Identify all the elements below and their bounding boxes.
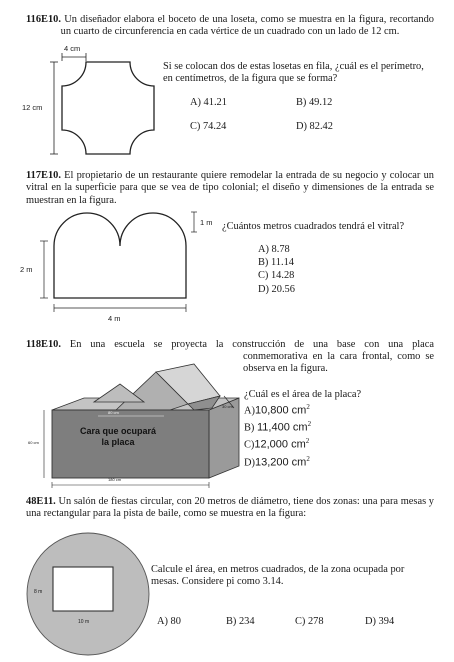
problem-117-statement	[26, 170, 434, 207]
option-d-value: 13,200 cm	[254, 456, 307, 469]
problem-48-statement	[26, 496, 434, 521]
problem-117-option-c[interactable]: C) 14.28	[258, 270, 295, 281]
base-label-60cm: 60 cm	[28, 440, 39, 445]
problem-117	[26, 170, 434, 207]
problem-48-number: 48E11.	[26, 496, 56, 507]
option-c-exp: 2	[305, 437, 310, 445]
salon-figure	[24, 530, 154, 660]
problem-48-text: Un salón de fiestas circular, con 20 metros de diámetro, tiene dos zonas: una para mesas y una rectangular para la pista de baile, como se muestra en la figura:	[26, 496, 434, 520]
problem-118-option-a[interactable]	[244, 403, 310, 416]
problem-116-option-b[interactable]: B) 49.12	[296, 97, 333, 108]
problem-116-option-c[interactable]: C) 74.24	[190, 121, 227, 132]
plaque-label-line2: la placa	[101, 436, 135, 447]
option-b-value: 11,400 cm	[257, 421, 308, 434]
option-a-letter: A)	[244, 405, 255, 417]
problem-117-number: 117E10.	[26, 170, 61, 181]
plaque-label-line1: Cara que ocupará	[79, 426, 157, 436]
option-c-letter: C)	[244, 439, 255, 451]
problem-118-text-a: En una escuela se proyecta la construcción de una base con una placa	[69, 339, 434, 350]
problem-116-option-a[interactable]: A) 41.21	[190, 97, 227, 108]
problem-118-question: ¿Cuál es el área de la placa?	[244, 389, 362, 400]
entrance-label-4m: 4 m	[108, 314, 121, 323]
problem-48-option-d[interactable]: D) 394	[365, 616, 395, 627]
problem-48-option-a[interactable]: A) 80	[157, 616, 181, 627]
problem-48-option-b[interactable]: B) 234	[226, 616, 255, 627]
base-label-80cm: 80 cm	[108, 410, 119, 415]
problem-116-number: 116E10.	[26, 14, 61, 25]
tile-label-4cm: 4 cm	[64, 44, 81, 53]
entrance-label-2m: 2 m	[20, 265, 33, 274]
option-c-value: 12,000 cm	[254, 438, 306, 451]
problem-117-text: El propietario de un restaurante quiere remodelar la entrada de su negocio y colocar un vitral en la superficie para que se vea de tipo colonial; el diseño y dimensiones de la entrada se muestran en la figura.	[26, 170, 434, 206]
entrance-label-1m: 1 m	[200, 218, 213, 227]
option-a-value: 10,800 cm	[254, 404, 307, 417]
salon-label-8m: 8 m	[34, 589, 43, 595]
problem-48-question: Calcule el área, en metros cuadrados, de la zona ocupada por mesas. Considere pi como 3.14.	[151, 564, 405, 588]
problem-117-option-d[interactable]: D) 20.56	[258, 284, 295, 295]
salon-label-10m: 10 m	[78, 619, 90, 625]
option-d-letter: D)	[244, 457, 255, 469]
plaque-label	[58, 426, 178, 447]
entrance-figure	[30, 208, 220, 328]
base-label-180cm: 180 cm	[108, 477, 122, 482]
problem-117-question: ¿Cuántos metros cuadrados tendrá el vitral?	[222, 221, 405, 232]
problem-118-option-c[interactable]	[244, 437, 309, 450]
problem-48-option-c[interactable]: C) 278	[295, 616, 324, 627]
option-d-exp: 2	[306, 455, 310, 463]
option-b-exp: 2	[307, 420, 312, 428]
problem-118-option-b[interactable]	[244, 420, 311, 433]
problem-116	[26, 14, 434, 39]
problem-118-statement-line1	[26, 339, 434, 351]
problem-116-option-d[interactable]: D) 82.42	[296, 121, 333, 132]
problem-116-text: Un diseñador elabora el boceto de una loseta, como se muestra en la figura, recortando un cuarto de circunferencia en cada vértice de un cuadrado con un lado de 12 cm.	[60, 14, 434, 38]
problem-117-option-a[interactable]: A) 8.78	[258, 244, 290, 255]
option-b-letter: B)	[244, 422, 255, 434]
option-a-exp: 2	[306, 403, 310, 411]
problem-118-option-d[interactable]	[244, 455, 310, 468]
problem-118-number: 118E10.	[26, 339, 61, 350]
base-label-30cm: 30 cm	[222, 404, 233, 409]
problem-48	[26, 496, 434, 521]
problem-117-option-b[interactable]: B) 11.14	[258, 257, 294, 268]
tile-label-12cm: 12 cm	[22, 103, 43, 112]
tile-figure	[40, 40, 160, 170]
problem-116-statement	[26, 14, 434, 39]
problem-116-question: Si se colocan dos de estas losetas en fila, ¿cuál es el perímetro, en centímetros, de la figura que se forma?	[163, 61, 424, 85]
problem-118-statement-line2: conmemorativa en la cara frontal, como se observa en la figura.	[243, 351, 434, 375]
